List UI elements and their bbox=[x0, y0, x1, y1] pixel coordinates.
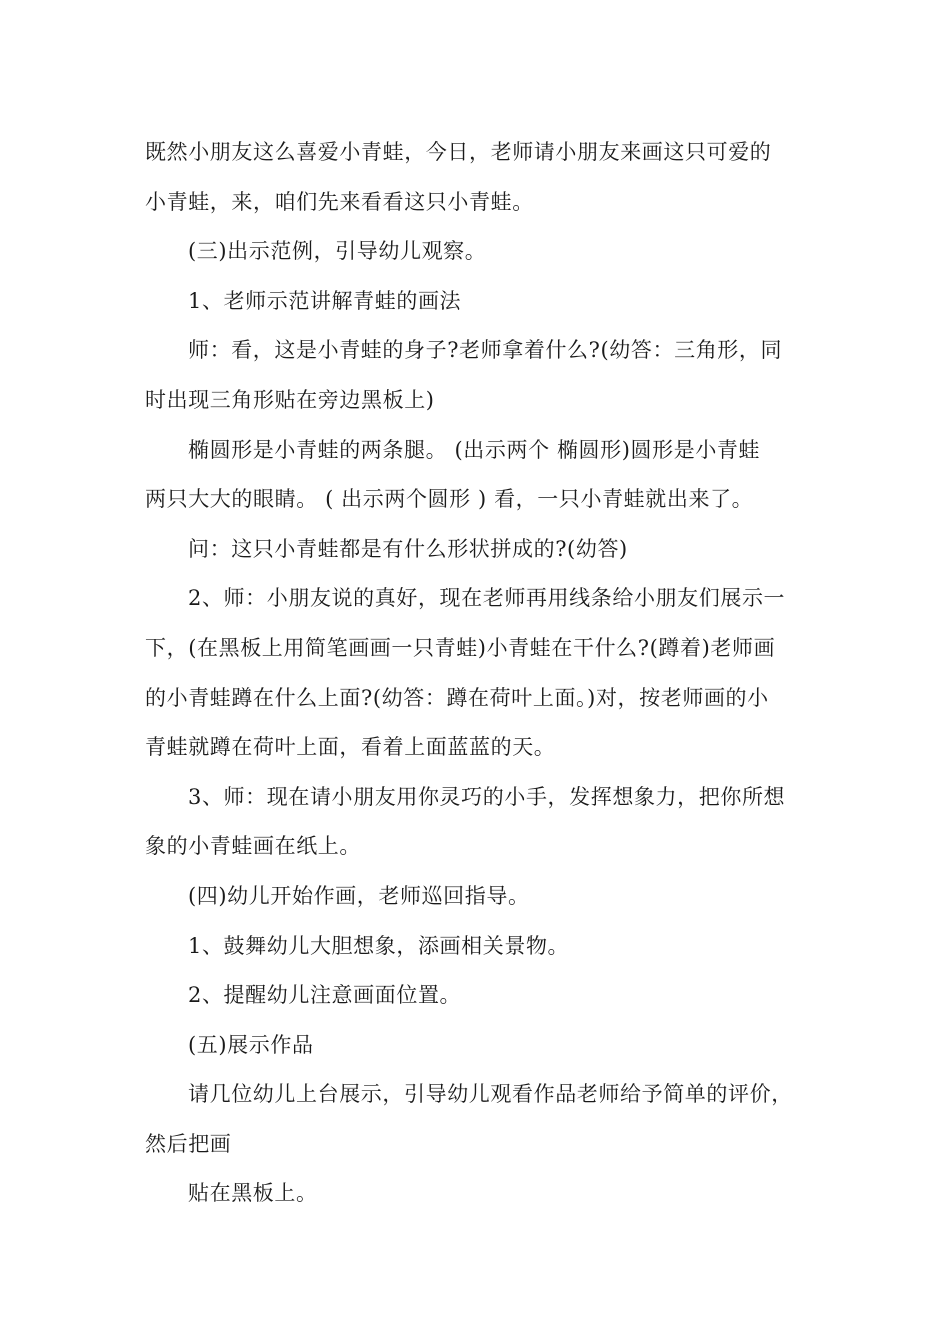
text-line: 师：看，这是小青蛙的身子?老师拿着什么?(幼答：三角形，同 bbox=[188, 338, 783, 363]
text-line: 小青蛙，来，咱们先来看看这只小青蛙。 bbox=[145, 189, 534, 214]
text-line: 的小青蛙蹲在什么上面?(幼答：蹲在荷叶上面。)对，按老师画的小 bbox=[145, 685, 769, 710]
text-line: 请几位幼儿上台展示，引导幼儿观看作品老师给予简单的评价， bbox=[188, 1082, 793, 1107]
text-line: 象的小青蛙画在纸上。 bbox=[145, 834, 361, 859]
text-line: 椭圆形是小青蛙的两条腿。 (出示两个 椭圆形)圆形是小青蛙 bbox=[188, 437, 761, 462]
text-line: 下，(在黑板上用简笔画画一只青蛙)小青蛙在干什么?(蹲着)老师画 bbox=[145, 635, 776, 660]
text-line: 1、老师示范讲解青蛙的画法 bbox=[188, 288, 462, 313]
text-line: 两只大大的眼睛。 ( 出示两个圆形 ) 看，一只小青蛙就出来了。 bbox=[145, 487, 754, 512]
text-line: 青蛙就蹲在荷叶上面，看着上面蓝蓝的天。 bbox=[145, 735, 556, 760]
text-line: 既然小朋友这么喜爱小青蛙，今日，老师请小朋友来画这只可爱的 bbox=[145, 140, 772, 164]
text-line: 2、师：小朋友说的真好，现在老师再用线条给小朋友们展示一 bbox=[188, 586, 786, 611]
text-line: 问：这只小青蛙都是有什么形状拼成的?(幼答) bbox=[188, 536, 628, 561]
section-heading: (三)出示范例，引导幼儿观察。 bbox=[188, 239, 487, 264]
text-line: 然后把画 bbox=[145, 1131, 232, 1156]
section-heading: (四)幼儿开始作画，老师巡回指导。 bbox=[188, 883, 530, 908]
document-body bbox=[145, 128, 810, 1219]
text-line: 时出现三角形贴在旁边黑板上) bbox=[145, 387, 435, 412]
text-line: 2、提醒幼儿注意画面位置。 bbox=[188, 983, 462, 1008]
section-heading: (五)展示作品 bbox=[188, 1032, 314, 1057]
text-line: 贴在黑板上。 bbox=[188, 1181, 318, 1206]
text-line: 1、鼓舞幼儿大胆想象，添画相关景物。 bbox=[188, 933, 570, 958]
text-line: 3、师：现在请小朋友用你灵巧的小手，发挥想象力，把你所想 bbox=[188, 784, 786, 809]
